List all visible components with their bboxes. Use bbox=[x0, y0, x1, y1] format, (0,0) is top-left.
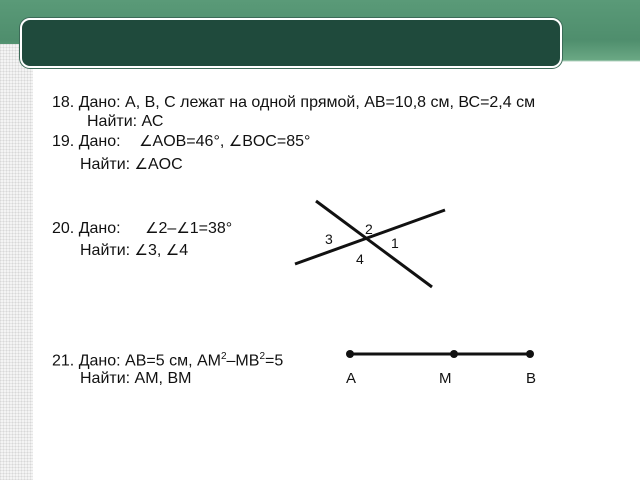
angle-icon: ∠ bbox=[165, 242, 180, 259]
angle-label-3: 3 bbox=[325, 231, 333, 247]
angle-icon: ∠ bbox=[228, 133, 243, 150]
problem-21-tail: =5 bbox=[265, 352, 284, 370]
point-a bbox=[346, 350, 354, 358]
point-b bbox=[526, 350, 534, 358]
problem-20-find-a: 3, bbox=[148, 242, 166, 259]
problem-20-given-prefix: 20. Дано: bbox=[52, 220, 121, 237]
problem-21-mid: –МВ bbox=[226, 352, 260, 370]
angle-icon: ∠ bbox=[176, 220, 190, 237]
problem-20-given-b: 1=38° bbox=[189, 220, 233, 237]
point-m bbox=[450, 350, 458, 358]
problem-20-find-b: 4 bbox=[179, 242, 189, 259]
problem-20-find-prefix: Найти: bbox=[80, 242, 135, 259]
angle-icon: ∠ bbox=[139, 133, 153, 150]
problem-21-given-prefix: 21. Дано: АВ=5 см, АМ bbox=[52, 352, 221, 370]
angle-icon: ∠ bbox=[134, 156, 148, 173]
angle-label-4: 4 bbox=[356, 251, 364, 267]
angle-label-1: 1 bbox=[391, 235, 399, 251]
problem-21-find: Найти: АМ, ВМ bbox=[80, 370, 192, 387]
intersecting-line-1 bbox=[316, 201, 432, 287]
problem-19-given-prefix: 19. Дано: bbox=[52, 133, 121, 150]
problem-19-find-angle: AOC bbox=[148, 156, 183, 173]
problem-19-angle-aob: AOB=46°, bbox=[152, 133, 229, 150]
problem-20-given-a: 2– bbox=[158, 220, 177, 237]
intersecting-line-2 bbox=[295, 210, 445, 264]
problem-18-find: Найти: АС bbox=[87, 113, 164, 130]
problem-18-given: 18. Дано: А, В, С лежат на одной прямой, АВ=10,8 см, ВС=2,4 см bbox=[52, 94, 536, 111]
problem-19-find-prefix: Найти: bbox=[80, 156, 135, 173]
point-label-a: A bbox=[346, 370, 357, 387]
point-label-m: M bbox=[439, 370, 452, 387]
angle-label-2: 2 bbox=[365, 221, 373, 237]
problem-21-sup-1: 2 bbox=[220, 351, 227, 362]
problem-21-sup-2: 2 bbox=[259, 351, 265, 362]
point-label-b: B bbox=[526, 370, 537, 387]
angle-icon: ∠ bbox=[134, 242, 148, 259]
problem-19-angle-boc: BOC=85° bbox=[242, 133, 311, 150]
angle-icon: ∠ bbox=[145, 220, 159, 237]
